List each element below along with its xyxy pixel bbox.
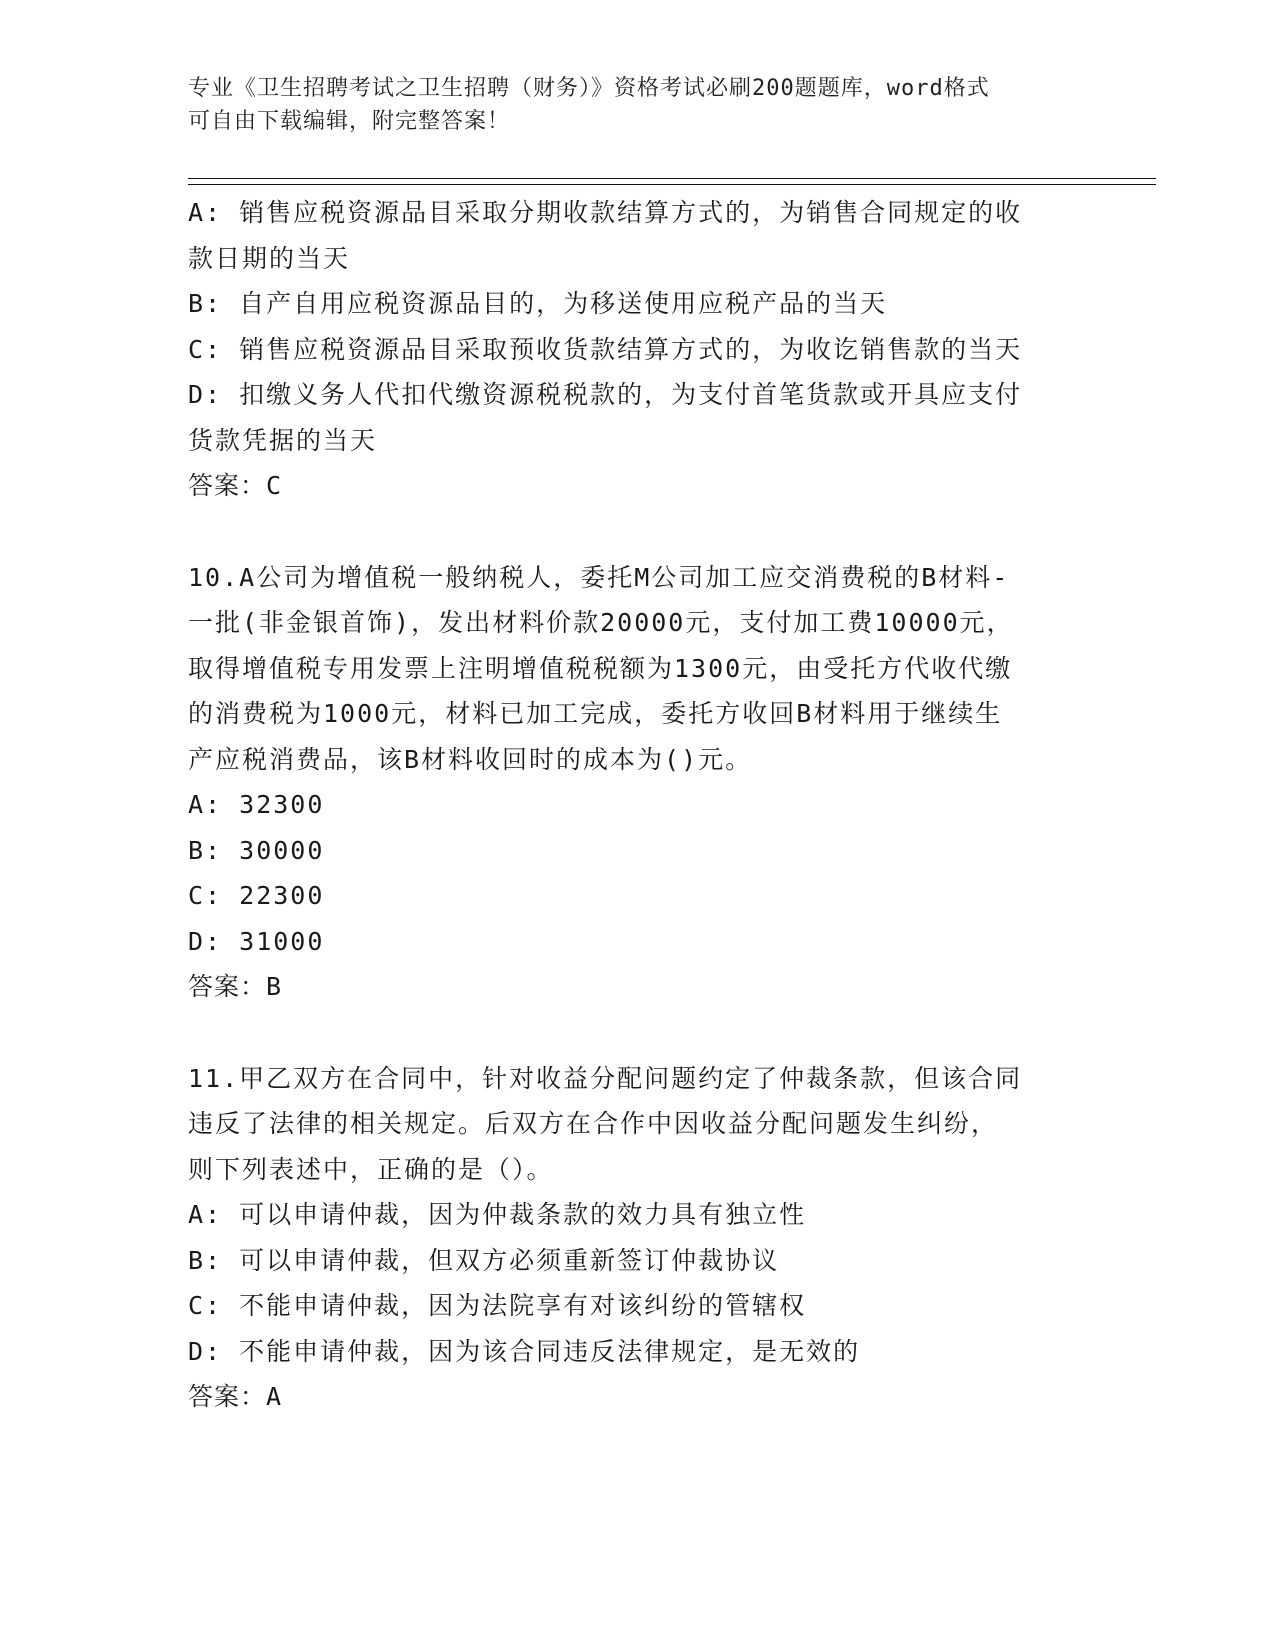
- header-line-2: 可自由下载编辑，附完整答案！: [188, 109, 511, 134]
- question-stem-line-3: 则下列表述中，正确的是（）。: [188, 1154, 554, 1184]
- answer-label: 答案：: [188, 972, 267, 1001]
- answer-label: 答案：: [188, 1382, 267, 1411]
- option-b: B: 自产自用应税资源品目的，为移送使用应税产品的当天: [188, 289, 888, 318]
- question-gap: [188, 1010, 1088, 1056]
- answer-line: [188, 463, 1088, 509]
- question-stem-line-1: 11.甲乙双方在合同中，针对收益分配问题约定了仲裁条款，但该合同: [188, 1063, 1023, 1093]
- option-a-line-1: A: 销售应税资源品目采取分期收款结算方式的，为销售合同规定的收: [188, 198, 1023, 227]
- option-d: D: 不能申请仲裁，因为该合同违反法律规定，是无效的: [188, 1336, 861, 1366]
- option-d: D: 31000: [188, 926, 325, 956]
- option-d-line-1: D: 扣缴义务人代扣代缴资源税税款的，为支付首笔货款或开具应支付: [188, 380, 1023, 409]
- option-b: B: 可以申请仲裁，但双方必须重新签订仲裁协议: [188, 1245, 780, 1275]
- option-c: C: 不能申请仲裁，因为法院享有对该纠纷的管辖权: [188, 1291, 807, 1320]
- option-a: A: 可以申请仲裁，因为仲裁条款的效力具有独立性: [188, 1200, 807, 1229]
- question-9-block: [188, 190, 1088, 509]
- option-c: C: 销售应税资源品目采取预收货款结算方式的，为收讫销售款的当天: [188, 334, 1023, 364]
- question-10-block: [188, 555, 1088, 1010]
- document-body: [188, 190, 1088, 1420]
- option-a-line-2: 款日期的当天: [188, 243, 351, 273]
- header-rule-top: [188, 178, 1156, 179]
- answer-label: 答案：: [188, 471, 267, 500]
- question-11-block: [188, 1056, 1088, 1420]
- option-a: A: 32300: [188, 790, 325, 819]
- answer-line: [188, 1374, 1088, 1420]
- answer-value: A: [266, 1382, 283, 1411]
- option-d-line-2: 货款凭据的当天: [188, 425, 378, 455]
- document-header: [188, 72, 1088, 138]
- question-stem-line-2: 一批(非金银首饰)，发出材料价款20000元，支付加工费10000元，: [188, 608, 1014, 637]
- question-stem-line-4: 的消费税为1000元，材料已加工完成，委托方收回B材料用于继续生: [188, 699, 1003, 728]
- answer-value: C: [266, 471, 283, 500]
- option-c: C: 22300: [188, 881, 325, 910]
- question-stem-line-1: 10.A公司为增值税一般纳税人，委托M公司加工应交消费税的B材料-: [188, 562, 1010, 592]
- header-line-1: 专业《卫生招聘考试之卫生招聘（财务）》资格考试必刷200题题库，word格式: [188, 76, 990, 101]
- question-stem-line-2: 违反了法律的相关规定。后双方在合作中因收益分配问题发生纠纷，: [188, 1109, 999, 1138]
- header-rule-bottom: [188, 184, 1156, 185]
- question-stem-line-3: 取得增值税专用发票上注明增值税税额为1300元，由受托方代收代缴: [188, 653, 1013, 683]
- question-gap: [188, 509, 1088, 555]
- question-stem-line-5: 产应税消费品，该B材料收回时的成本为()元。: [188, 744, 753, 774]
- answer-line: [188, 964, 1088, 1010]
- option-b: B: 30000: [188, 835, 325, 865]
- answer-value: B: [266, 972, 283, 1001]
